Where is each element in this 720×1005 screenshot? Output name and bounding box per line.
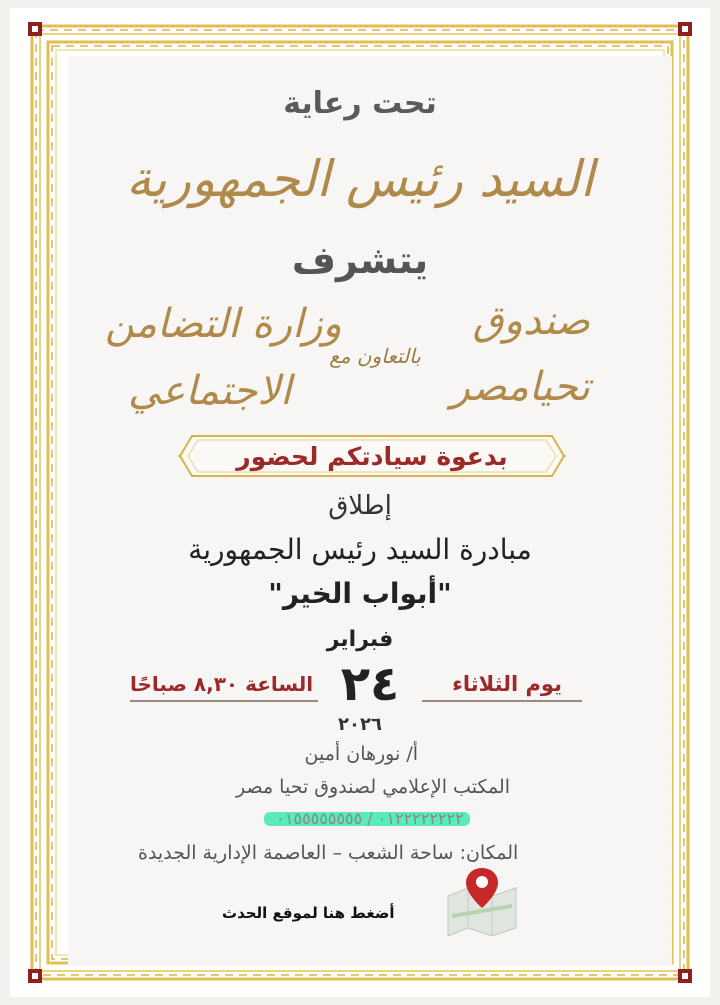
event-year: ٢٠٢٦ [338,714,382,735]
ministry-name-line1: وزارة التضامن [105,301,342,347]
map-location-link[interactable]: أضغط هنا لموقع الحدث [222,904,395,922]
event-time: الساعة ٨,٣٠ صباحًا [130,672,314,696]
time-underline [130,700,318,702]
event-day-name: يوم الثلاثاء [452,672,562,696]
fund-name-line1: صندوق [472,298,590,344]
launch-label: إطلاق [328,491,392,521]
map-pin-icon[interactable] [442,866,522,936]
event-location: المكان: ساحة الشعب – العاصمة الإدارية الجديدة [138,842,519,864]
contact-phone: ٠١٢٢٢٢٢٢٢٢ / ٠١٥٥٥٥٥٥٥٥ [276,809,464,828]
contact-office: المكتب الإعلامي لصندوق تحيا مصر [236,776,510,798]
ministry-name-line2: الاجتماعي [128,368,292,414]
invitation-card [10,8,710,997]
initiative-title: مبادرة السيد رئيس الجمهورية [188,533,532,566]
event-month: فبراير [326,627,394,652]
initiative-name: "أبواب الخير" [268,577,452,610]
patronage-label: تحت رعاية [283,86,437,121]
day-underline [422,700,582,702]
invitation-text: بدعوة سيادتكم لحضور [236,442,508,471]
cooperation-label: بالتعاون مع [329,344,421,368]
fund-name-line2: تحيامصر [450,364,590,410]
contact-person: أ/ نورهان أمين [304,743,418,765]
event-day-number: ٢٤ [340,656,400,712]
president-title: السيد رئيس الجمهورية [126,150,594,208]
honors-label: يتشرف [291,238,429,282]
